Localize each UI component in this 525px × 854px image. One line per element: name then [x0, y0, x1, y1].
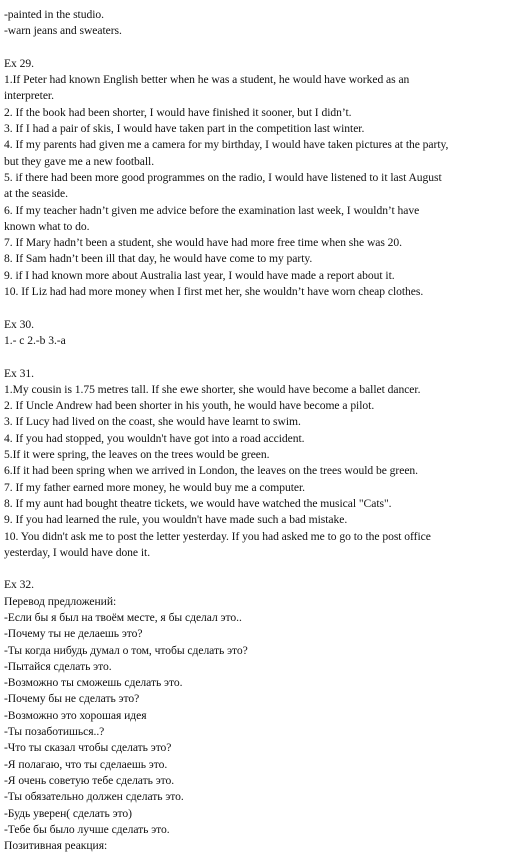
section-line: but they gave me a new football.: [4, 154, 155, 168]
section-line: -Почему ты не делаешь это?: [4, 627, 143, 641]
section-line: 10. If Liz had had more money when I first met her, she wouldn’t have worn cheap clothes.: [4, 285, 424, 299]
section-line: 9. If you had learned the rule, you wouldn't have made such a bad mistake.: [4, 513, 348, 527]
section-line: -Я полагаю, что ты сделаешь это.: [4, 757, 168, 771]
section-line: -Возможно ты сможешь сделать это.: [4, 676, 183, 690]
intro-line: -painted in the studio.: [4, 8, 104, 21]
section-line: 7. If Mary hadn’t been a student, she would have had more free time when she was 20.: [4, 236, 403, 250]
section-line: 9. if I had known more about Australia last year, I would have made a report about it.: [4, 268, 395, 282]
section-line: known what to do.: [4, 219, 90, 233]
section-line: -Возможно это хорошая идея: [4, 708, 147, 722]
section-line: -Почему бы не сделать это?: [4, 692, 140, 706]
paragraph-gap: [4, 561, 516, 577]
paragraph-gap: [4, 300, 516, 316]
section-line: 8. If my aunt had bought theatre tickets, we would have watched the musical "Cats".: [4, 496, 392, 510]
section-line: at the seaside.: [4, 187, 68, 201]
section-line: 3. If Lucy had lived on the coast, she would have learnt to swim.: [4, 415, 301, 429]
section-title: Ex 32.: [4, 578, 34, 592]
intro-block: [4, 7, 516, 40]
section-line: 3. If I had a pair of skis, I would have taken part in the competition last winter.: [4, 122, 365, 136]
section-line: 5.If it were spring, the leaves on the trees would be green.: [4, 448, 270, 462]
section-line: 8. If Sam hadn’t been ill that day, he would have come to my party.: [4, 252, 313, 266]
section-line: -Ты позаботишься..?: [4, 725, 105, 739]
section-line: 2. If the book had been shorter, I would have finished it sooner, but I didn’t.: [4, 105, 352, 119]
section-line: 1.- c 2.-b 3.-a: [4, 333, 66, 347]
section-line: Позитивная реакция:: [4, 839, 108, 853]
section-line: 6. If my teacher hadn’t given me advice before the examination last week, I wouldn’t have: [4, 203, 420, 217]
section-line: -Будь уверен( сделать это): [4, 806, 132, 820]
section-line: yesterday, I would have done it.: [4, 545, 151, 559]
paragraph-gap: [4, 349, 516, 365]
section-line: 10. You didn't ask me to post the letter yesterday. If you had asked me to go to the post office: [4, 529, 431, 543]
section-line: 1.If Peter had known English better when he was a student, he would have worked as an: [4, 73, 410, 87]
section-line: -Пытайся сделать это.: [4, 659, 112, 673]
document-page: [4, 7, 516, 854]
section-line: interpreter.: [4, 89, 54, 103]
intro-line: -warn jeans and sweaters.: [4, 24, 122, 38]
section-line: -Ты обязательно должен сделать это.: [4, 790, 184, 804]
section-line: 1.My cousin is 1.75 metres tall. If she ewe shorter, she would have become a ballet dancer.: [4, 382, 421, 396]
section-line: 4. If you had stopped, you wouldn't have got into a road accident.: [4, 431, 305, 445]
section-line: -Если бы я был на твоём месте, я бы сделал это..: [4, 610, 242, 624]
paragraph-gap: [4, 40, 516, 56]
section-line: 4. If my parents had given me a camera for my birthday, I would have taken pictures at the party,: [4, 138, 449, 152]
section-ex31: [4, 366, 516, 562]
section-line: Перевод предложений:: [4, 594, 117, 608]
section-ex29: [4, 56, 516, 300]
section-line: -Тебе бы было лучше сделать это.: [4, 822, 170, 836]
section-line: 5. if there had been more good programmes on the radio, I would have listened to it last August: [4, 170, 442, 184]
section-line: -Я очень советую тебе сделать это.: [4, 773, 175, 787]
section-title: Ex 31.: [4, 366, 34, 380]
section-line: 7. If my father earned more money, he would buy me a computer.: [4, 480, 306, 494]
section-line: 6.If it had been spring when we arrived in London, the leaves on the trees would be green.: [4, 464, 419, 478]
section-line: 2. If Uncle Andrew had been shorter in his youth, he would have become a pilot.: [4, 399, 375, 413]
section-title: Ex 29.: [4, 56, 34, 70]
section-ex32: [4, 577, 516, 854]
section-title: Ex 30.: [4, 317, 34, 331]
section-line: -Ты когда нибудь думал о том, чтобы сделать это?: [4, 643, 248, 657]
section-line: -Что ты сказал чтобы сделать это?: [4, 741, 172, 755]
section-ex30: [4, 317, 516, 350]
